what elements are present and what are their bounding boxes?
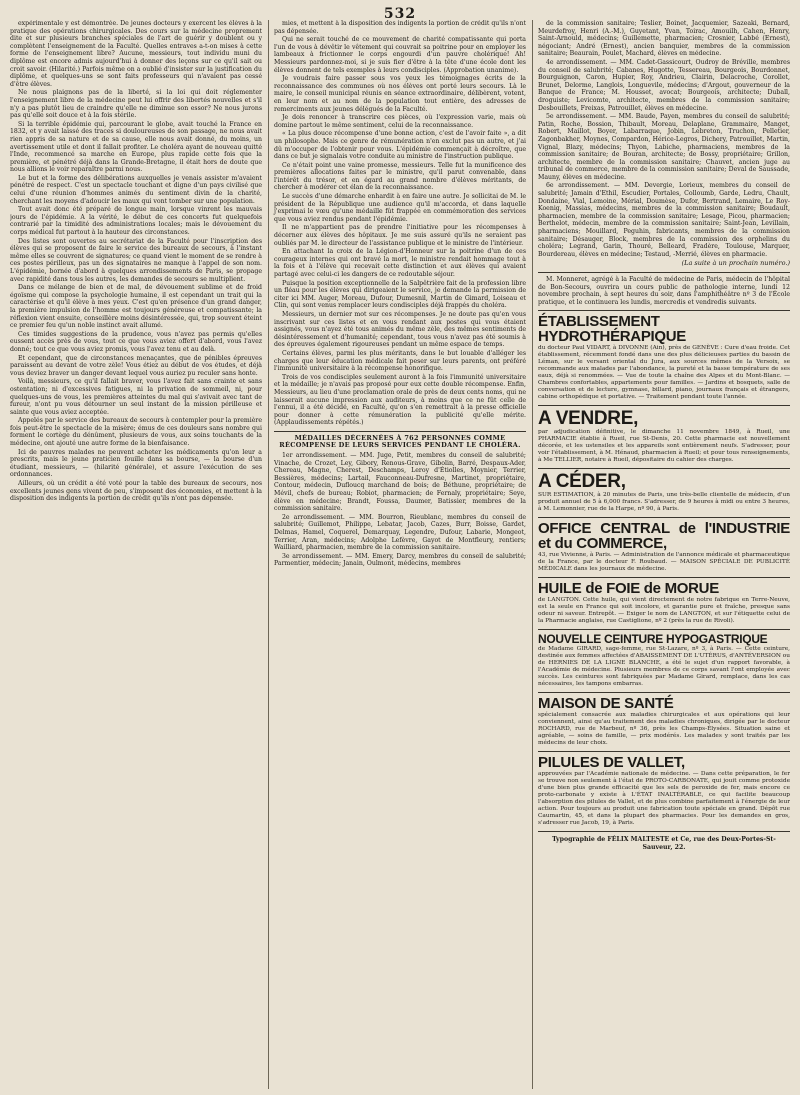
to-be-continued: (La suite à un prochain numéro.): [681, 259, 790, 268]
article-paragraph: Ailleurs, où un crédit a été voté pour la table des bureaux de secours, nos excellents jeunes gens vivent de peu, s'imposent des économies, et mettent à la disposition des indigents la portion de crédit qu'ils n'ont pas dépensée.: [10, 480, 262, 503]
advertisement-headline: A VENDRE,: [538, 408, 639, 430]
article-paragraph: Et cependant, que de circonstances menaçantes, que de pénibles épreuves paraissent au devant de votre zèle! Vous étiez au début de vos études, et déjà vous deviez braver un danger devant lequel vous auriez pu reculer sans honte.: [10, 354, 262, 377]
article-paragraph: Le but et la forme des délibérations auxquelles je venais assister m'avaient pénétré de respect. C'est un spectacle touchant et digne d'un pays civilisé que celui d'une réunion d'hommes animés du sentiment divin de la charité, cherchant les moyens d'adoucir les maux qui vont tomber sur une population.: [10, 174, 262, 205]
column-3: [532, 20, 790, 1089]
divider: [538, 751, 790, 752]
article-paragraph: Ces timides suggestions de la prudence, vous n'avez pas permis qu'elles eussent accès près de vous, tout ce que vous aviez offert d'abord, vous l'avez donné; tout ce que vous aviez promis, vous l'avez tenu et au delà.: [10, 330, 262, 353]
article-paragraph: Ne nous plaignons pas de la liberté, si la loi qui doit réglementer l'enseignement libre de la médecine peut lui offrir des libertés nouvelles et s'il n'y a pas plutôt lieu de craindre qu'elle ne diminue son essor? Ne nous jurons pas qu'elle soit douce et à la fois stérile.: [10, 89, 262, 120]
article-paragraph: Je voudrais faire passer sous vos yeux les témoignages écrits de la reconnaissance des communes où nos élèves ont porté leurs secours. Là le maire, le conseil municipal réunis en séance extraordinaire, délibèrent, votent, en leur nom et au nom de la population tout entière, des adresses de remerciments aux jeunes délégués de la Faculté.: [274, 75, 526, 113]
advertisement-headline: ÉTABLISSEMENT HYDROTHÉRAPIQUE: [538, 313, 687, 346]
article-paragraph: mies, et mettent à la disposition des indigents la portion de crédit qu'ils n'ont pas dépensée.: [274, 20, 526, 35]
medal-list-title: MÉDAILLES DÉCERNÉES À 762 PERSONNES COMME RÉCOMPENSE DE LEURS SERVICES PENDANT LE CHOLÉRA.: [279, 433, 521, 450]
advertisement-text: approuvées par l'Académie nationale de médecine. — Dans cette préparation, le fer se trouve non seulement à l'état de PROTO-CARBONATE, qui jouit comme protoxide d'une bien plus grande efficacité que les sels de peroxide de fer, mais encore ce proto-carbonate y existe à L'ÉTAT INALTÉRABLE, ce qui facilite beaucoup l'absorption des pilules de Vallet, et de plus combine parfaitement à l'énergie de leur action. Pour toujours au produit une fabrication toute spéciale en grand. Dépôt rue Caumartin, 45, et dans la plupart des pharmacies. Pour les demandes en gros, s'adresser rue Jacob, 19, à Paris.: [538, 771, 790, 827]
article-paragraph: « La plus douce récompense d'une bonne action, c'est de l'avoir faite », a dit un philosophe. Mais ce genre de rémunération n'en exclut pas un autre, et j'ai dû m'occuper de l'obtenir pour vous. L'épidémie commençait à décroître, que dans ce but je signalais votre conduite au ministre de l'instruction publique.: [274, 130, 526, 161]
column-2: [268, 20, 526, 1089]
advertisement-text: spécialement consacrée aux maladies chirurgicales et aux opérations qui leur conviennent, ainsi qu'au traitement des maladies chroniques, dirigée par le docteur ROCHARD, rue de Marbeuf, nº 36, près les Champs-Élysées. Situation saine et agréable, — soins de famille, — prix modérés. Les malades y sont traités par les médecins de leur choix.: [538, 712, 790, 747]
advertisement-text: SUR ESTIMATION, à 20 minutes de Paris, une très-belle clientelle de médecin, d'un produit annuel de 5 à 6,000 francs. S'adresser, de 9 heures à midi ou entre 3 heures, à M. Lemonnier, rue de la Harpe, nº 90, à Paris.: [538, 492, 790, 513]
advertisement-text: par adjudication définitive, le dimanche 11 novembre 1849, à Rueil, une PHARMACIE établie à Rueil, rue St-Denis, 20. Cette pharmacie est nouvellement décorée, et les ustensiles et les appareils sont entièrement neufs. S'adresser, pour voir l'établissement, à M. Hénaud, pharmacien à Rueil; et pour tous renseignements, à Me TELLIER, notaire à Rueil, dépositaire du cahier des charges.: [538, 429, 790, 464]
medal-list-paragraph: 1er arrondissement. — MM. Juge, Petit, membres du conseil de salubrité; Vinache, de Crozet, Ley, Gibory, Renous-Grave, Gibolin, Barré, Despaux-Ader, Chereau, Magne, Cherest, Deschamps, Leroy d'Étiolles, Moynier, Terrier, Bessières, médecins; Lartail, Fauconneau-Dufresne, Martinet, propriétaire, Contour, médecin, Dufloucq marchand de bois; de Béthune, propriétaire; de Mévil, chefs de bureau; Robiot, pharmacien; de Fernaly, propriétaire; Seye, élève en médecine; Brandt, Foussa, Daumer, Batissier, membres de la commission sanitaire.: [274, 452, 526, 513]
divider: [538, 310, 790, 311]
article-paragraph: Dans ce mélange de bien et de mal, de dévouement sublime et de froid égoïsme qui compose la psychologie humaine, il est cependant un trait qui la caractérise et qu'il élève à mes yeux. C'est qu'en présence d'un grand danger, la première impulsion de l'homme est toujours généreuse et compatissante; la réflexion vient ensuite, conseillère moins désintéressée, qui, trop souvent éteint ce premier feu qu'un noble instinct avait allumé.: [10, 284, 262, 330]
advertisement-headline: OFFICE CENTRAL de l'INDUSTRIE et du COMMERCE,: [538, 520, 790, 553]
medal-list-paragraph: 6e arrondissement. — MM. Devergie, Lorieux, membres du conseil de salubrité; Jamain d'Ethil, Escudier, Portales, Colloumb, Garde, Ledru, Chault, Dondaine, Vial, Lemoine, Mérial, Doumèse, Dufor, Bertrand, Lemaire, Le Roy-Koenig, Massias, médecins, membres de la commission sanitaire; Boudault, pharmacien, membre de la commission sanitaire; Lesage, Picou, pharmacien; Berthelot, médecin, membre de la commission sanitaire; Saint-Jean, Levillain, pharmaciens; Mouillard, Peguhin, fabricants, membres de la commission sanitaire; Désauger, Block, membres de la commission des orphelins du choléra; Legrand, Garin, Thouré, Belleard, Fradère, Toulouse, Marquer, Bourdereau, élèves en médecine; Testaud, -Merrié, élèves en pharmacie.: [538, 182, 790, 258]
advertisement-text: de Madame GIRARD, sage-femme, rue St-Lazare, nº 3, à Paris. — Cette ceinture, destinée aux femmes affectées d'ABAISSEMENT DE L'UTÉRUS, d'ANTÉVERSION ou de HERNIES DE LA LIGNE BLANCHE, a été le sujet d'un rapport favorable, à l'Académie de médecine. Plusieurs membres de ce corps savant l'ont employée avec succès. Les ceintures sont fabriquées par Madame Girard, remplace, dans les cas nécessaires, les tampons embarras.: [538, 646, 790, 688]
course-notice: M. Monneret, agrégé à la Faculté de médecine de Paris, médecin de l'hôpital de Bon-Secours, ouvrira un cours public de pathologie interne, lundi 12 novembre prochain, à sept heures du soir, dans l'amphithéâtre nº 3 de l'École pratique, et le continuera les lundis, mercredis et vendredis suivants.: [538, 276, 790, 306]
advertisement-headline: NOUVELLE CEINTURE HYPOGASTRIQUE: [538, 632, 768, 647]
divider: [538, 517, 790, 518]
article-paragraph: Puisque la position exceptionnelle de la Salpêtrière fait de la profession libre un fléau pour les élèves qui dirigeaient le service, je demande la permission de citer ici MM. Auger, Moreau, Dufour, Dumesnil, Martin de Gimard, Loiseau et Clin, qui sont venus remplacer leurs condisciples déjà frappés du choléra.: [274, 279, 526, 310]
divider: [538, 692, 790, 693]
advertisement: [538, 472, 790, 513]
article-paragraph: Certains élèves, parmi les plus méritants, dans le but louable d'alléger les charges que leur éducation médicale fait peser sur leurs parents, ont préféré l'immunité universitaire à la récompense honorifique.: [274, 349, 526, 373]
advertisement: [538, 696, 790, 747]
article-paragraph: expérimentale y est démontrée. De jeunes docteurs y exercent les élèves à la pratique des opérations chirurgicales. Des cours sur la médecine proprement dite et sur plusieurs branches spéciales de l'art de guérir y doublent ou y complètent l'enseignement de la Faculté. Quelles entraves a-t-on mises à cette forme de l'enseignement libre? Aucune, messieurs, tout individu muni du diplôme est encore admis aujourd'hui à donner des leçons sur ce qu'il sait ou croit savoir. (Hilarité.) Parfois même on a oublié d'insister sur la justification du diplôme, et quelques-uns se sont faits professeurs qui n'avaient pas cessé d'être élèves.: [10, 20, 262, 88]
article-paragraph: Il ne m'appartient pas de prendre l'initiative pour les récompenses à décerner aux élèves des hôpitaux. Je me suis assuré qu'ils ne seraient pas oubliés par M. le directeur de l'assistance publique et le ministre de l'intérieur.: [274, 224, 526, 247]
medal-list-paragraph: 3e arrondissement. — MM. Emery, Darcy, membres du conseil de salubrité; Parmentier, médecin; Janain, Oulmont, médecins, membres: [274, 552, 526, 568]
divider: [538, 831, 790, 832]
divider: [538, 577, 790, 578]
medal-list-paragraph: 4e arrondissement. — MM. Cadet-Gassicourt, Oudroy de Bréville, membres du conseil de salubrité; Cabanes, Hugotte, Tessereau, Bourgeois, Bourdonnet, Bourguignon, Caron, Hupier, Roy, Andrieu, Clairin, Delacroche, Corollet, Brunet, Delorme, Langlois, Longuevile, médecins; d'Argout, gouverneur de la Banque de France; M. Housset, avocat; Bourgeois, architecte; Duball, droguiste; Levicomte, architecte, membres de la commission sanitaire; Desbouillets, Freixas, Patrouillet, élèves en médecine.: [538, 58, 790, 112]
printer-imprint: Typographie de FÉLIX MALTESTE et Ce, rue des Deux-Portes-St-Sauveur, 22.: [552, 836, 776, 851]
article-paragraph: Qui ne serait touché de ce mouvement de charité compatissante qui porta l'un de vous à dévêtir le vêtement qui couvrait sa poitrine pour en employer les lambeaux à frictionner le corps engourdi d'un pauvre cholérique! Ah! Messieurs pardonnez-moi, si je suis fier d'être à la tête d'une école dont les élèves donnent de tels exemples à leurs condisciples. (Approbation unanime).: [274, 36, 526, 74]
divider: [274, 431, 526, 432]
advertisement-headline: A CÉDER,: [538, 471, 626, 493]
advertisement-text: 43, rue Vivienne, à Paris. — Administration de l'annonce médicale et pharmaceutique de la France, par le docteur F. Roubaud. — MAISON SPÉCIALE DE PUBLICITÉ MÉDICALE dans les journaux de médecine.: [538, 552, 790, 573]
article-paragraph: Si la terrible épidémie qui, parcourant le globe, avait touché la France en 1832, et y avait laissé des traces si douloureuses de son passage, ne nous avait rien appris de sa nature et de sa cause, elle nous avait donné, du moins, un avertissement utile et dont il fallait profiter. Le choléra ayant de nouveau quitté l'Inde, recommencé sa marche en Europe, plus rapide cette fois que la première, et pénétré déjà dans la Grande-Bretagne, il était hors de doute que nous allions le voir reparaître parmi nous.: [10, 120, 262, 174]
article-paragraph: Appelés par le service des bureaux de secours à contempler pour la première fois peut-être le spectacle de la misère; émus de ces douleurs sans nombre qui forment le cortège du dénûment, plusieurs de vous, aux soins touchants de la médecine, ont ajouté une autre forme de la bienfaisance.: [10, 417, 262, 448]
article-paragraph: Messieurs, un dernier mot sur ces récompenses. Je ne doute pas qu'en vous inscrivant sur ces listes et en vous rendant aux postes qui vous étaient assignés, vous n'ayez été tous animés du même zèle, des mêmes sentiments de désintéressement et d'humanité; cependant, tous vous n'avez pas été soumis à des épreuves également rigoureuses pendant un même espace de temps.: [274, 310, 526, 349]
advertisement: [538, 581, 790, 625]
medal-list-paragraph: 2e arrondissement. — MM. Bourron, Rieublanc, membres du conseil de salubrité; Guillemot, Philippe, Lebatar, Jacob, Cazes, Burr, Boisse, Gardet, Delmas, Hamel, Coquerel, Demarquay, Legendre, Dufour, Labarie, Mongeot, Terrier, Aran, médecins; Adolphe Lefèvre, Gayot de Montfleury, rentiers; Wailliard, pharmacien, membre de la commission sanitaire.: [274, 513, 526, 552]
divider: [538, 272, 790, 273]
article-paragraph: Ce n'était point une vaine promesse, messieurs. Telle fut la munificence des premières allocations faites par le ministre, qu'il parut convenable, dans l'intérêt du trésor, et en égard au grand nombre d'élèves méritants, de chercher à modérer cet élan de la reconnaissance.: [274, 161, 526, 192]
advertisement-headline: HUILE de FOIE de MORUE: [538, 580, 719, 598]
article-paragraph: Voilà, messieurs, ce qu'il fallait braver, vous l'avez fait sans crainte et sans ostentation; ni d'excessives fatigues, ni la privation de sommeil, ni, pour quelques-uns de vous, les premières atteintes du mal qui s'avivait avec tant de fureur, n'ont pu vous détourner un seul instant de la mission périlleuse et sainte que vous aviez acceptée.: [10, 378, 262, 416]
article-paragraph: Des listes sont ouvertes au secrétariat de la Faculté pour l'inscription des élèves qui se proposent de faire le service des bureaux de secours, à l'instant même elles se couvrent de signatures; ce quand vient le moment de se rendre à ces postes périlleux, pas un des signataires ne manque à l'appel de son nom. L'épidémie, bornée d'abord à quelques arrondissements de Paris, se propage avec rapidité dans tous les autres, les demandes de secours se multiplient.: [10, 237, 262, 283]
advertisement: [538, 521, 790, 573]
advertisement: [538, 409, 790, 464]
article-paragraph: Je dois renoncer à transcrire ces pièces, où l'expression varie, mais où domine partout le même sentiment, celui de la reconnaissance.: [274, 114, 526, 129]
advertisement: [538, 755, 790, 827]
article-paragraph: En attachant la croix de la Légion-d'Honneur sur la poitrine d'un de ces courageux internes qui ont bravé la mort, le ministre rendait hommage tout à la fois et à l'élève qui recevait cette distinction et aux élèves qui avaient partagé avec celui-ci les dangers de ce redoutable séjour.: [274, 248, 526, 278]
advertisement-headline: MAISON DE SANTÉ: [538, 695, 674, 713]
article-paragraph: Ici de pauvres malades ne peuvent acheter les médicaments qu'on leur a prescrits, mais le jeune praticien fouille dans sa bourse, — la bourse d'un étudiant, messieurs, — (hilarité générale), et assure l'exécution de ses ordonnances.: [10, 448, 262, 479]
article-paragraph: Trois de vos condisciples seulement auront à la fois l'immunité universitaire et la médaille; je n'avais pas proposé pour eux cette double récompense. Enfin, Messieurs, au lieu d'une proclamation orale de près de deux cents noms, qui ne laisserait aucune impression aux auditeurs, à moins que ce ne fût celle de l'ennui, il a été décidé, en Faculté, qu'on s'en remettrait à la presse officielle pour donner à cette rémunération la publicité qu'elle mérite. (Applaudissements répétés.): [274, 373, 526, 427]
article-paragraph: Tout avait donc été préparé de longue main, lorsque vinrent les mauvais jours de l'épidémie. A la vérité, le début de ces concerts fut quelquefois contrarié par la timidité des administrations locales; mais le dévouement du corps médical fut partout à la hauteur des circonstances.: [10, 206, 262, 237]
advertisement-headline: PILULES DE VALLET,: [538, 754, 685, 772]
advertisement-text: du docteur Paul VIDART, à DIVONNE (Ain), près de GENÈVE : Cure d'eau froide. Cet établissement, récemment fondé dans une des plus délicieuses parties du bassin de Léman, sur le versant oriental du Jura, aux sources mêmes de la Versoix, se recommande aux malades par l'abondance, la pureté et la basse température de ses eaux, déjà si renommées. — Vue de toute la chaîne des Alpes et du Mont-Blanc. — Chambres confortables, appartements pour familles. — Jardins et bosquets, salle de conversation et de lecture, gymnase, billard, piano, journaux français et étrangers, cabine orthopédique et portative. — Traitement pendant toute l'année.: [538, 345, 790, 401]
columns: [10, 20, 790, 1089]
column-1: [10, 20, 262, 1089]
article-paragraph: Le succès d'une démarche enhardit à en faire une autre. Je sollicitai de M. le président de la République une audience qu'il m'accorda, et dans laquelle j'exprimai le vœu qu'une médaille fût frappée en commémoration des services que vous aviez rendus pendant l'épidémie.: [274, 193, 526, 223]
page-number: 532: [383, 6, 417, 22]
advertisement-text: de LANGTON. Cette huile, qui vient directement de notre fabrique en Terre-Neuve, est la seule en France qui soit incolore, et garantie pure et fraîche, presque sans odeur ni saveur. Entrepôt. — Exiger le nom de LANGTON, et sur l'étiquette celui de la Pharmacie anglaise, rue Castiglione, nº 2 (près la rue de Rivoli).: [538, 597, 790, 625]
divider: [538, 629, 790, 630]
advertisement: [538, 633, 790, 688]
medal-list-paragraph: de la commission sanitaire; Teslier, Boinet, Jacquemier, Sazeaki, Bernard, Meurdefroy, Henri (A.-M.), Guyetant, Yvan, Toirac, Amouilh, Cahen, Henry, Saint-Arnould, médecins; Guillemette, pharmacien; Crosnier, Labbé (Ernest), négociant; André (Ernest), ancien banquier, membres de la commission sanitaire; Beaurain, Poulet, Machard, élèves en médecine.: [538, 20, 790, 58]
divider: [538, 468, 790, 469]
divider: [538, 405, 790, 406]
medal-list-paragraph: 5e arrondissement. — MM. Baude, Payen, membres du conseil de salubrité; Patin, Roche, Bossion, Thibault, Moreau, Delaplane, Grammaire, Manget, Robert, Maillot, Boyer, Labarraque, Jobin, Lebreton, Truchon, Pelletier, Zagonbakher, Moynes, Compardon, Hérice-Legros, Dichery, Patrouillet, Martin, Vignal, Blazy, médecins; Thyon, Labiche, pharmaciens, membres de la commission sanitaire; de Bouran, architecte; de Bossy, propriétaire; Grillon, architecte, membre de la commission sanitaire; Chauvet, ancien juge au tribunal de commerce, membre de la commission sanitaire; Deval de Saussade, Mauny, élèves en médecine.: [538, 113, 790, 181]
advertisement: [538, 314, 790, 401]
